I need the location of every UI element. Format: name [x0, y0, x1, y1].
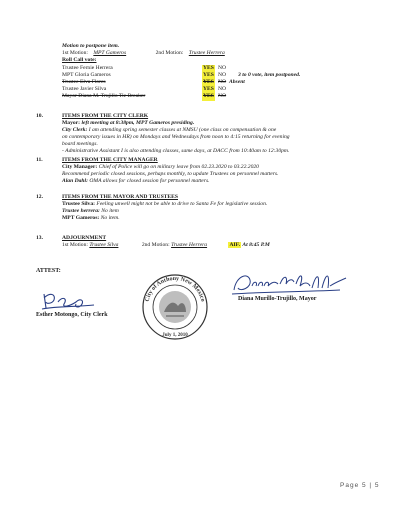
second-motion-name: Trustee Herrera [188, 50, 225, 57]
section-body [62, 194, 372, 222]
section-heading: ITEMS FROM THE MAYOR AND TRUSTEES [62, 194, 178, 200]
adjournment-time: At 8:45 P.M [242, 242, 270, 248]
attest-label: ATTEST: [36, 268, 61, 274]
vote-no: NO [218, 71, 227, 78]
first-motion-label: 1st Motion: [62, 50, 88, 57]
vote-no: NO [218, 93, 227, 100]
second-motion-label: 2nd Motion: [141, 242, 170, 248]
section-number: 13. [36, 235, 43, 241]
speaker-label: Mayor: [62, 120, 81, 126]
mayor-name-title: Diana Murillo-Trujillo, Mayor [238, 296, 317, 302]
page-number: Page 5 | 5 [340, 482, 380, 489]
vote-note: Absent [229, 78, 245, 85]
vote-no: NO [218, 78, 227, 85]
section-body [62, 113, 372, 155]
vote-name: Trustee Javier Silva [62, 86, 107, 93]
clerk-line [62, 127, 372, 134]
vote-yes: YES [203, 71, 214, 78]
clerk-line-3: board meetings. [62, 141, 98, 147]
assistant-line: - Administrative Assistant I is also attending classes, same days, at DACC from 10:40am to 12:30pm. [62, 148, 290, 154]
aif-highlight: AIF. [229, 242, 240, 248]
motion-line [62, 50, 362, 57]
section-number: 11. [36, 157, 43, 163]
first-motion-name: MPT Gameros [93, 50, 127, 57]
roll-call-label: Roll Call vote: [62, 57, 97, 64]
motion-block [62, 43, 362, 101]
dahl-line [62, 178, 372, 185]
vote-no: NO [218, 64, 227, 71]
speaker-text: Feeling unwell might not be able to drive to Santa Fe for legislative session. [96, 201, 268, 207]
mayor-signature [230, 270, 350, 298]
silva-line [62, 201, 372, 208]
vote-no: NO [218, 86, 227, 93]
section-number: 10. [36, 113, 43, 119]
speaker-text: No item [101, 208, 119, 214]
first-motion-label: 1st Motion: [62, 242, 88, 248]
vote-row [62, 79, 362, 86]
vote-row [62, 72, 362, 79]
speaker-label: City Clerk: [62, 127, 88, 133]
clerk-line-2: on contemporary issues in HR) on Mondays and Wednesdays from noon to 4:15 returning for evening [62, 134, 290, 140]
clerk-signature [40, 290, 98, 312]
city-seal [140, 272, 210, 342]
section-body [62, 235, 372, 249]
speaker-label: City Manager: [62, 164, 98, 170]
second-motion-name: Trustee Herrera [171, 242, 208, 248]
gameros-line [62, 215, 372, 222]
speaker-text: left meeting at 8:38pm, MPT Gameros presiding. [81, 120, 195, 126]
speaker-label: MPT Gameros: [62, 215, 100, 221]
first-motion-name: Trustee Silva [89, 242, 119, 248]
section-heading: ITEMS FROM THE CITY MANAGER [62, 157, 158, 163]
city-manager-line-2: Recommend periodic closed sessions, perhaps monthly, to update Trustees on personnel matters. [62, 171, 279, 177]
speaker-text: I am attending spring semester classes at NMSU (one class on compensation & one [88, 127, 277, 133]
vote-name: MPT Gloria Gameros [62, 71, 111, 78]
mayor-line [62, 120, 372, 127]
vote-name: Trustee Fernie Herrera [62, 64, 113, 71]
second-motion-label: 2nd Motion: [155, 50, 184, 57]
speaker-text: OMA allows for closed session for personnel matters. [89, 178, 210, 184]
herrera-line [62, 208, 372, 215]
vote-row [62, 93, 362, 100]
vote-yes: YES [203, 64, 214, 71]
speaker-label: Trustee herrera: [62, 208, 100, 214]
clerk-name-title: Esther Motongo, City Clerk [36, 312, 108, 318]
vote-name: Trustee Elva Flores [62, 78, 106, 85]
motion-title: Motion to postpone item. [62, 43, 120, 49]
speaker-text: No item. [100, 215, 120, 221]
vote-note: 3 to 0 vote, item postponed. [238, 71, 301, 78]
vote-row [62, 65, 362, 72]
section-heading: ADJOURNMENT [62, 235, 107, 241]
vote-yes: YES [203, 86, 214, 93]
section-number: 12. [36, 194, 43, 200]
seal-title: City of Anthony New Mexico [144, 275, 206, 303]
section-body [62, 157, 372, 185]
vote-yes: YES [203, 93, 214, 100]
city-manager-line [62, 164, 372, 171]
vote-row [62, 86, 362, 93]
vote-yes: YES [203, 78, 214, 85]
vote-name: Mayor Diana M. Trujillo Tie Breaker [62, 93, 146, 100]
speaker-label: Trustee Silva: [62, 201, 95, 207]
speaker-label: Alan Dahl: [62, 178, 88, 184]
speaker-text: Chief of Police will go on military leave from 02.23.2020 to 03.22.2020 [98, 164, 259, 170]
adjournment-motion-line [62, 242, 372, 249]
seal-date: July 1, 2010 [162, 333, 188, 338]
section-heading: ITEMS FROM THE CITY CLERK [62, 113, 149, 119]
